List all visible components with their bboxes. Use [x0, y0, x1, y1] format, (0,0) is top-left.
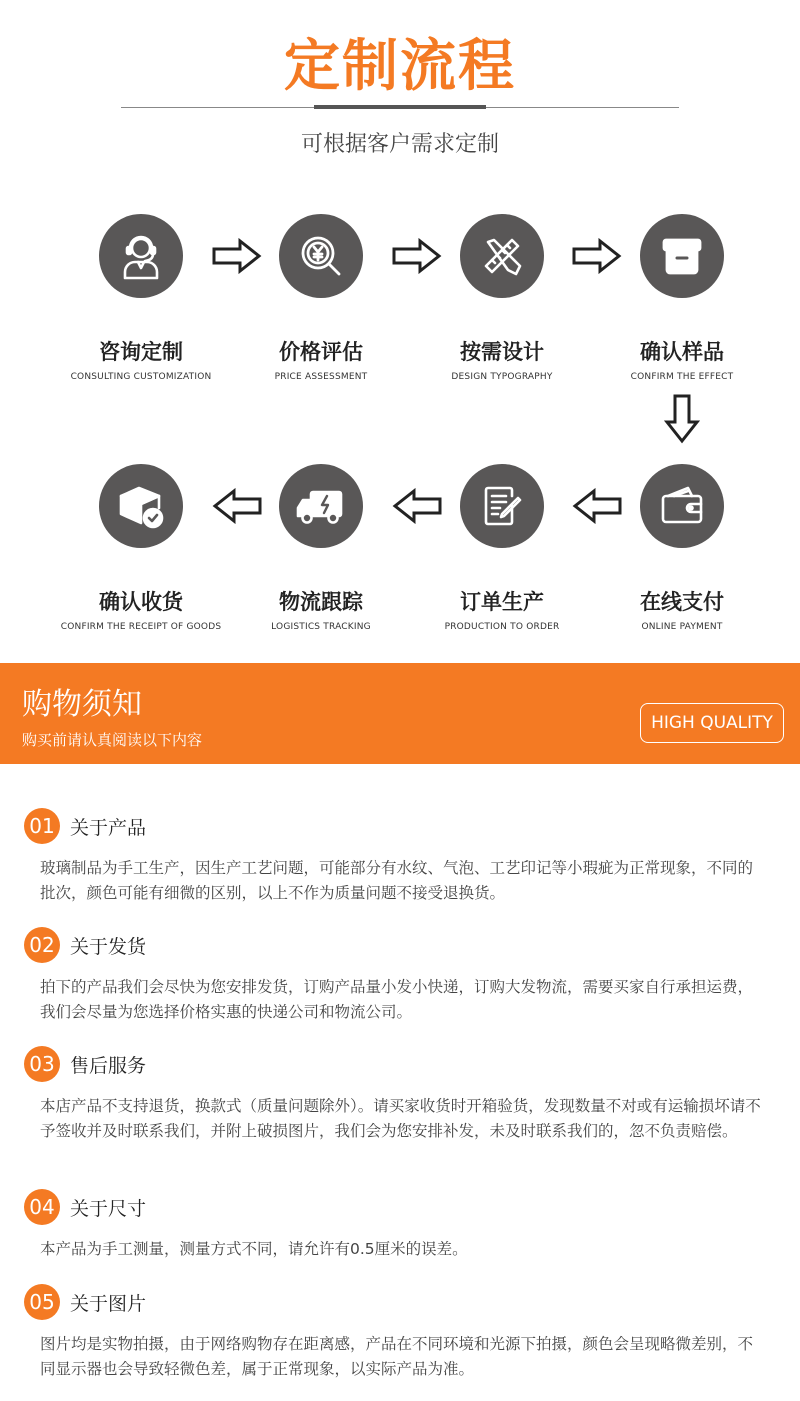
- step-label: 按需设计: [460, 340, 544, 364]
- step-label: 在线支付: [640, 590, 724, 614]
- checklist-icon: [460, 464, 544, 548]
- step-label: 价格评估: [279, 340, 363, 364]
- step-sublabel: PRICE ASSESSMENT: [274, 372, 368, 382]
- package-check-icon: [99, 464, 183, 548]
- step-label: 物流跟踪: [279, 590, 363, 614]
- notice-body: 图片均是实物拍摄，由于网络购物存在距离感，产品在不同环境和光源下拍摄，颜色会呈现略微差别，不同显示器也会导致轻微色差，属于正常现象，以实际产品为准。: [40, 1335, 754, 1378]
- step-sublabel: PRODUCTION TO ORDER: [444, 622, 560, 632]
- step-sublabel: CONSULTING CUSTOMIZATION: [70, 372, 212, 382]
- step-sublabel: CONFIRM THE RECEIPT OF GOODS: [60, 622, 222, 632]
- arrow-right-icon: [571, 238, 623, 274]
- notice-title: 关于发货: [70, 935, 147, 958]
- arrow-right-icon: [211, 238, 263, 274]
- arrow-left-icon: [391, 488, 443, 524]
- notice-shipping: [24, 927, 784, 1025]
- pencil-ruler-icon: [460, 214, 544, 298]
- notice-pictures: [24, 1284, 784, 1382]
- arrow-down-icon: [664, 393, 700, 445]
- notice-body: 本店产品不支持退货，换款式（质量问题除外）。请买家收货时开箱验货，发现数量不对或有运输损坏请不予签收并及时联系我们，并附上破损图片，我们会为您安排补发，未及时联系我们的，忽不负责赔偿。: [40, 1097, 761, 1140]
- arrow-left-icon: [571, 488, 623, 524]
- notice-number: 05: [24, 1284, 60, 1320]
- notice-number: 04: [24, 1189, 60, 1225]
- notice-title: 关于产品: [70, 816, 147, 839]
- wallet-icon: [640, 464, 724, 548]
- notice-body: 拍下的产品我们会尽快为您安排发货，订购产品量小发小快递，订购大发物流，需要买家自行承担运费，我们会尽量为您选择价格实惠的快递公司和物流公司。: [40, 978, 754, 1021]
- notice-title: 售后服务: [70, 1054, 147, 1077]
- archive-box-icon: [640, 214, 724, 298]
- notice-number: 01: [24, 808, 60, 844]
- title-divider-accent: [314, 105, 486, 109]
- customer-service-icon: [99, 214, 183, 298]
- notice-number: 03: [24, 1046, 60, 1082]
- step-label: 确认样品: [640, 340, 724, 364]
- notice-title: 关于尺寸: [70, 1197, 147, 1220]
- notice-body: 本产品为手工测量，测量方式不同，请允许有0.5厘米的误差。: [40, 1240, 468, 1258]
- page-title: 定制流程: [284, 34, 516, 99]
- notice-size: [24, 1189, 784, 1262]
- page-subtitle: 可根据客户需求定制: [300, 132, 499, 157]
- step-label: 确认收货: [99, 590, 183, 614]
- price-search-icon: [279, 214, 363, 298]
- step-consulting: [51, 214, 231, 382]
- shopping-notice-banner: [0, 663, 800, 764]
- step-sublabel: CONFIRM THE EFFECT: [630, 372, 734, 382]
- arrow-right-icon: [391, 238, 443, 274]
- banner-title: 购物须知: [22, 687, 142, 722]
- step-label: 咨询定制: [99, 340, 183, 364]
- notice-product: [24, 808, 784, 906]
- notice-number: 02: [24, 927, 60, 963]
- step-sublabel: LOGISTICS TRACKING: [271, 622, 371, 632]
- step-label: 订单生产: [460, 590, 544, 614]
- arrow-left-icon: [211, 488, 263, 524]
- truck-icon: [279, 464, 363, 548]
- step-sublabel: DESIGN TYPOGRAPHY: [451, 372, 553, 382]
- step-confirm-receipt: [51, 464, 231, 632]
- high-quality-badge: HIGH QUALITY: [640, 703, 784, 743]
- banner-subtitle: 购买前请认真阅读以下内容: [22, 731, 203, 749]
- notice-after-sales: [24, 1046, 784, 1144]
- notice-title: 关于图片: [70, 1292, 147, 1315]
- step-sublabel: ONLINE PAYMENT: [641, 622, 723, 632]
- notice-body: 玻璃制品为手工生产，因生产工艺问题，可能部分有水纹、气泡、工艺印记等小瑕疵为正常现象，不同的批次，颜色可能有细微的区别，以上不作为质量问题不接受退换货。: [40, 859, 754, 902]
